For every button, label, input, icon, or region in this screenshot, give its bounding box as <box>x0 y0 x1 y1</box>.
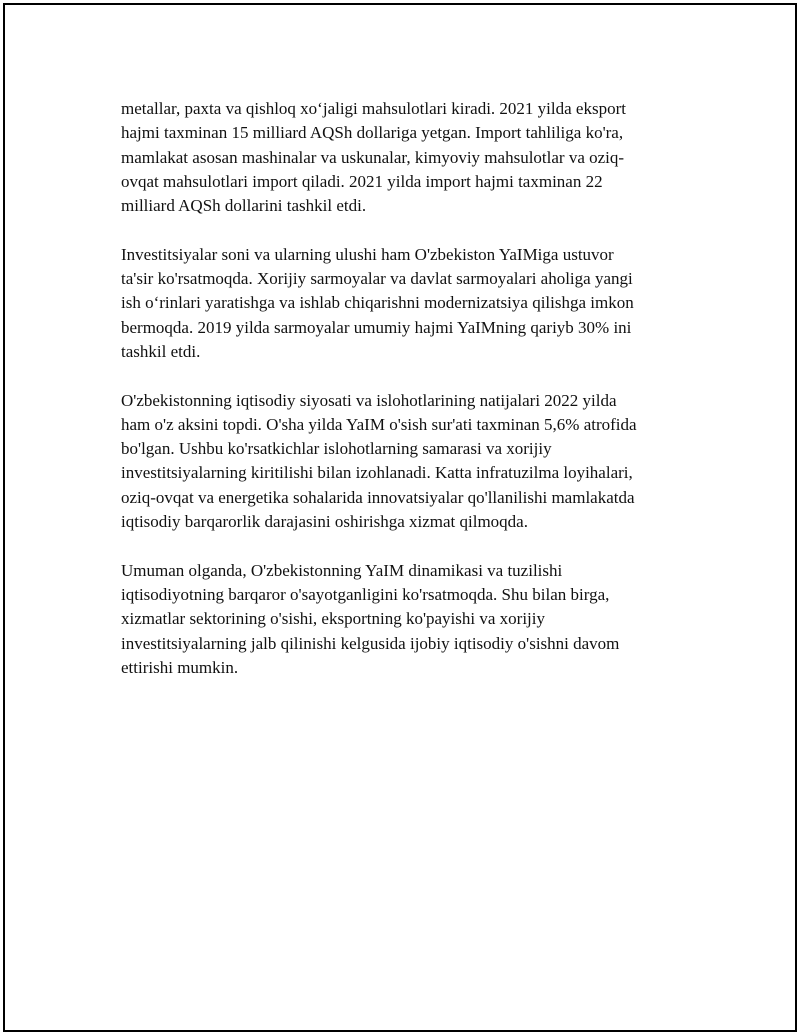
document-page <box>3 3 797 1032</box>
paragraph-trade: metallar, paxta va qishloq xo‘jaligi mahsulotlari kiradi. 2021 yilda eksport hajmi taxminan 15 milliard AQSh dollariga yetgan. Import tahliliga ko'ra, mamlakat asosan mashinalar va uskunalar, kimyoviy mahsulotlar va oziq- ovqat mahsulotlari import qiladi. 2021 yilda import hajmi taxminan 22 milliard AQSh dollarini tashkil etdi. <box>121 99 626 216</box>
paragraph-reforms: O'zbekistonning iqtisodiy siyosati va islohotlarining natijalari 2022 yilda ham o'z aksini topdi. O'sha yilda YaIM o'sish sur'ati taxminan 5,6% atrofida bo'lgan. Ushbu ko'rsatkichlar islohotlarning samarasi va xorijiy investitsiyalarning kiritilishi bilan izohlanadi. Katta infratuzilma loyihalari, oziq-ovqat va energetika sohalarida innovatsiyalar qo'llanilishi mamlakatda iqtisodiy barqarorlik darajasini oshirishga xizmat qilmoqda. <box>121 390 637 532</box>
paragraph-investment: Investitsiyalar soni va ularning ulushi ham O'zbekiston YaIMiga ustuvor ta'sir ko'rsatmoqda. Xorijiy sarmoyalar va davlat sarmoyalari aholiga yangi ish o‘rinlari yaratishga va ishlab chiqarishni modernizatsiya qilishga imkon bermoqda. 2019 yilda sarmoyalar umumiy hajmi YaIMning qariyb 30% ini tashkil etdi. <box>121 244 634 361</box>
paragraph-conclusion: Umuman olganda, O'zbekistonning YaIM dinamikasi va tuzilishi iqtisodiyotning barqaror o'sayotganligini ko'rsatmoqda. Shu bilan birga, xizmatlar sektorining o'sishi, eksportning ko'payishi va xorijiy investitsiyalarning jalb qilinishi kelgusida ijobiy iqtisodiy o'sishni davom ettirishi mumkin. <box>121 560 620 677</box>
document-body <box>121 97 706 704</box>
